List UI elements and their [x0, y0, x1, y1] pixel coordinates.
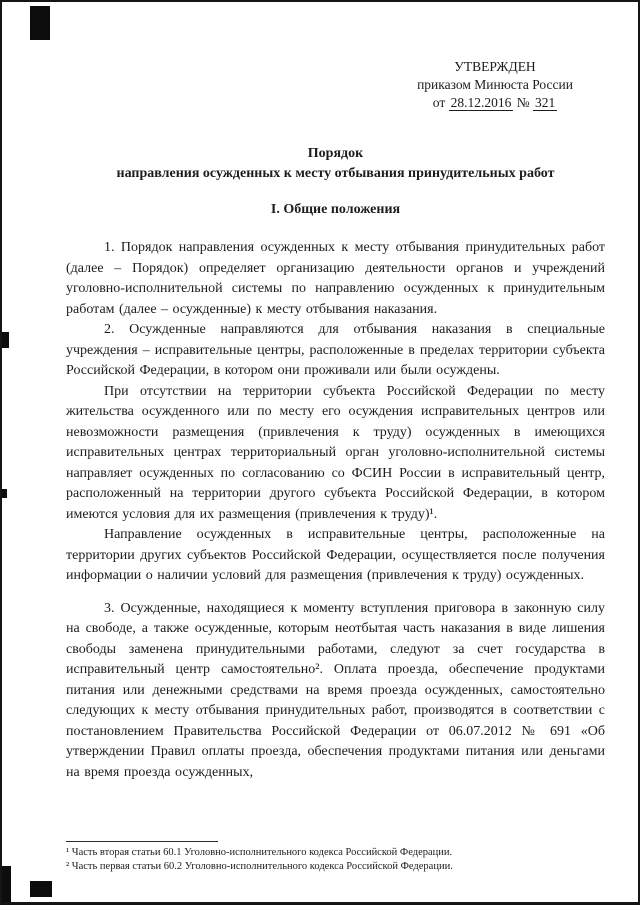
approval-line-date-number	[390, 94, 600, 112]
footnote-1: ¹ Часть вторая статьи 60.1 Уголовно-исполнительного кодекса Российской Федерации.	[66, 847, 453, 858]
approval-line-approved: УТВЕРЖДЕН	[454, 59, 536, 74]
paragraph-2a: При отсутствии на территории субъекта Российской Федерации по месту жительства осужденного или по месту его осуждения исправительных центров или невозможности размещения (привлечения к труду) осужденных в имеющихся исправительных центрах территориальный орган уголовно-исполнительной системы направляет осужденных по согласованию со ФСИН России в исправительный центр, расположенный на территории другого субъекта Российской Федерации, в котором имеются условия для их размещения (привлечения к труду)¹.	[66, 383, 605, 522]
footnotes	[66, 841, 605, 874]
document-title-line1: Порядок	[307, 146, 364, 161]
document-title	[66, 144, 605, 184]
document-title-line2: направления осужденных к месту отбывания принудительных работ	[116, 166, 555, 181]
scan-artifact	[2, 332, 9, 348]
approval-block	[390, 58, 600, 112]
approval-date: 28.12.2016	[450, 95, 512, 110]
approval-number-sign: №	[516, 95, 530, 110]
scan-artifact	[2, 489, 7, 498]
paragraph-2: 2. Осужденные направляются для отбывания наказания в специальные учреждения – исправительные центры, расположенные в пределах территории субъекта Российской Федерации, в котором они проживали или были осуждены.	[66, 322, 605, 378]
footnote-2: ² Часть первая статьи 60.2 Уголовно-исполнительного кодекса Российской Федерации.	[66, 861, 453, 872]
footnote-divider	[66, 841, 218, 842]
approval-from-label: от	[432, 95, 446, 110]
approval-number: 321	[535, 95, 556, 110]
paragraph-1: 1. Порядок направления осужденных к месту отбывания принудительных работ (далее – Порядок) определяет организацию деятельности органов и учреждений уголовно-исполнительной системы по направлению осужденных к принудительным работам (далее – осужденные) к месту отбывания наказания.	[66, 240, 605, 317]
scan-artifact	[30, 881, 52, 897]
scan-artifact	[30, 6, 50, 40]
approval-line-order: приказом Минюста России	[417, 77, 573, 92]
scan-artifact	[2, 866, 11, 905]
paragraph-2b: Направление осужденных в исправительные центры, расположенные на территории других субъектов Российской Федерации, осуществляется после получения информации о наличии условий для размещения (привлечения к труду) осужденных.	[66, 527, 605, 583]
paragraph-3: 3. Осужденные, находящиеся к моменту вступления приговора в законную силу на свободе, а также осужденные, которым неотбытая часть наказания в виде лишения свободы заменена принудительными работами, следуют за счет государства в исправительный центр самостоятельно². Оплата проезда, обеспечение продуктами питания или денежными средствами на время проезда осужденных, самостоятельно следующих к месту отбывания принудительных работ, производятся в соответствии с постановлением Правительства Российской Федерации от 06.07.2012 № 691 «Об утверждении Правил оплаты проезда, обеспечения продуктами питания или деньгами на время проезда осужденных,	[66, 600, 605, 780]
section-heading: I. Общие положения	[270, 202, 401, 217]
